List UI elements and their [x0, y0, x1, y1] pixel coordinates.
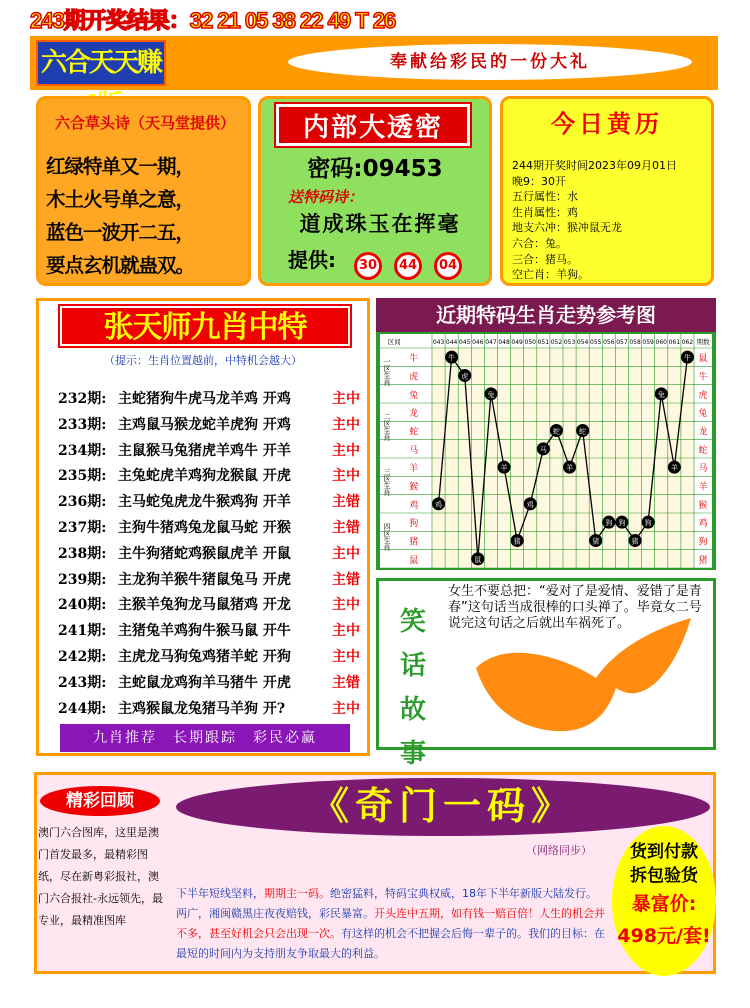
- trend-point-label: 羊: [500, 464, 508, 473]
- row-result: 主中: [332, 623, 360, 640]
- almanac-line: 六合：兔。: [512, 236, 567, 250]
- row-zodiac-right: 狗: [698, 537, 708, 548]
- nine-zodiac-row: [58, 465, 368, 489]
- row-result: 主错: [332, 571, 360, 588]
- trend-point-label: 蛇: [579, 427, 587, 436]
- row-result: 主错: [332, 520, 360, 536]
- row-zodiac-left: 猪: [409, 537, 419, 548]
- desc-highlight: 期期主一码。: [264, 887, 330, 900]
- row-zodiac-set: 主狗牛猪鸡兔龙鼠马蛇 开猴: [118, 520, 291, 536]
- poem-line: 蓝色一波开二五，: [46, 221, 195, 244]
- period-tick: 043: [432, 339, 445, 346]
- almanac-line: 五行属性：水: [512, 190, 578, 204]
- row-result: 主中: [332, 597, 360, 614]
- row-period: 244期:: [58, 700, 107, 717]
- row-result: 主中: [332, 442, 360, 459]
- trend-point-label: 狗: [644, 519, 652, 528]
- secret-badge: 内部大透密: [276, 104, 470, 146]
- zone-label: 三区生肖: [383, 468, 391, 496]
- row-period: 242期:: [58, 649, 107, 665]
- trend-point-label: 狗: [618, 519, 626, 528]
- nine-zodiac-row: [58, 517, 368, 541]
- period-tick: 060: [655, 339, 667, 346]
- review-text: 澳门六合图库，这里是澳门首发最多，最精彩图纸，尽在新粤彩报社，澳门六合报社-永远领先，最专业，最精准图库: [38, 826, 163, 927]
- almanac-title: 今日黄历: [551, 109, 663, 138]
- trend-point-label: 鼠: [474, 555, 482, 564]
- row-zodiac-right: 猴: [698, 500, 708, 511]
- row-zodiac-right: 猪: [698, 555, 708, 566]
- row-zodiac-right: 牛: [698, 372, 708, 383]
- nine-zodiac-row: [58, 594, 368, 618]
- joke-label-char: 笑: [399, 607, 426, 637]
- trend-point-label: 猪: [513, 537, 521, 546]
- joke-text: 女生不要总把：“爱对了是爱情、爱错了是青春”这句话当成很棒的口头禅了。毕竟女二号说完这句话之后就出车祸死了。: [448, 584, 702, 631]
- row-zodiac-right: 鼠: [698, 354, 708, 365]
- period-tick: 049: [511, 339, 523, 346]
- row-result: 主中: [332, 649, 360, 665]
- period-tick: 044: [445, 339, 458, 346]
- send-poem-label: 送特码诗：: [288, 188, 364, 206]
- row-result: 主中: [332, 700, 360, 717]
- row-zodiac-set: 主牛狗猪蛇鸡猴鼠虎羊 开鼠: [118, 545, 291, 562]
- row-period: 240期:: [58, 597, 107, 614]
- period-tick: 055: [590, 339, 602, 346]
- row-zodiac-left: 鼠: [409, 555, 419, 566]
- desc-part: 绝密猛料，特码宝典权威，18年下半年新版大陆发行。两广，湘闽赣黑庄夜夜赔钱，彩民暴富。: [176, 887, 597, 920]
- promo-price: [612, 888, 716, 952]
- row-zodiac-left: 猴: [409, 482, 419, 493]
- period-tick: 062: [681, 339, 694, 346]
- nine-zodiac-row: [58, 543, 368, 567]
- desc-part: 有这样的机会不把握会后悔一辈子的。我们的目标：在最短的时间内为支持朋友争取最大的利益。: [176, 927, 605, 960]
- period-tick: 050: [524, 339, 536, 346]
- row-zodiac-right: 蛇: [698, 445, 708, 456]
- period-tick: 047: [485, 339, 497, 346]
- row-result: 主中: [332, 391, 360, 407]
- trend-point-label: 牛: [448, 354, 456, 363]
- almanac-lines: [512, 158, 712, 283]
- password-text: 密码:09453: [307, 156, 443, 182]
- qimen-banner: 《奇门一码》: [176, 778, 710, 836]
- promo-price-value: 498元/套!: [617, 925, 711, 947]
- period-tick: 045: [459, 339, 471, 346]
- header-right-label: 期数: [696, 338, 710, 346]
- number-ball: 30: [354, 252, 382, 280]
- row-period: 236期:: [58, 494, 107, 511]
- almanac-line: 生肖属性：鸡: [512, 205, 578, 219]
- row-zodiac-set: 主猪兔羊鸡狗牛猴马鼠 开牛: [118, 623, 291, 640]
- nine-zodiac-row: [58, 440, 368, 464]
- period-tick: 046: [472, 339, 484, 346]
- trend-point-label: 羊: [566, 464, 574, 473]
- trend-point-label: 兔: [487, 390, 495, 399]
- period-tick: 057: [616, 339, 628, 346]
- joke-label: [398, 600, 428, 776]
- row-result: 主中: [332, 416, 360, 433]
- period-tick: 058: [629, 339, 641, 346]
- joke-label-char: 话: [399, 651, 426, 681]
- row-zodiac-left: 马: [409, 445, 419, 456]
- row-zodiac-left: 羊: [409, 464, 419, 475]
- send-poem-text: 道成珠玉在挥毫: [299, 211, 461, 236]
- promo-price-label: 暴富价:: [631, 893, 697, 915]
- row-period: 239期:: [58, 571, 107, 588]
- poem-lines: [46, 150, 251, 282]
- promo-lines: [612, 840, 716, 888]
- nine-zodiac-row: [58, 672, 368, 696]
- row-zodiac-set: 主鸡猴鼠龙兔猪马羊狗 开?: [118, 700, 286, 717]
- row-period: 235期:: [58, 468, 107, 485]
- nine-zodiac-row: [58, 646, 368, 670]
- row-zodiac-right: 兔: [698, 409, 708, 420]
- row-zodiac-right: 鸡: [698, 519, 708, 530]
- row-zodiac-set: 主鼠猴马兔猪虎羊鸡牛 开羊: [118, 442, 291, 459]
- row-zodiac-set: 主鸡鼠马猴龙蛇羊虎狗 开鸡: [118, 416, 291, 433]
- desc-part: 下半年短线坚料，: [176, 887, 264, 900]
- period-tick: 048: [498, 339, 510, 346]
- trend-point-label: 鸡: [435, 500, 443, 509]
- nine-zodiac-row: [58, 569, 368, 593]
- trend-point-label: 牛: [683, 354, 691, 363]
- row-zodiac-set: 主马蛇兔虎龙牛猴鸡狗 开羊: [118, 494, 291, 511]
- sync-note: （网络同步）: [526, 844, 592, 857]
- row-zodiac-set: 主虎龙马狗兔鸡猪羊蛇 开狗: [118, 649, 291, 665]
- zone-label: 二区生肖: [383, 413, 391, 441]
- promo-line: 拆包验货: [630, 866, 698, 886]
- review-badge: 精彩回顾: [40, 786, 160, 816]
- trend-point-label: 羊: [670, 464, 678, 473]
- row-zodiac-left: 蛇: [409, 427, 419, 438]
- row-zodiac-left: 牛: [409, 354, 419, 365]
- nine-zodiac-footer: 九肖推荐 长期跟踪 彩民必赢: [60, 724, 350, 752]
- row-zodiac-right: 马: [698, 464, 708, 475]
- row-zodiac-left: 鸡: [409, 500, 419, 511]
- row-period: 233期:: [58, 416, 107, 433]
- almanac-line: 地支六冲：猴冲鼠无龙: [512, 221, 622, 235]
- row-zodiac-right: 虎: [698, 390, 708, 401]
- period-tick: 056: [603, 339, 615, 346]
- row-period: 232期:: [58, 391, 107, 407]
- trend-point-label: 兔: [657, 390, 665, 399]
- row-zodiac-left: 虎: [409, 372, 419, 383]
- row-period: 234期:: [58, 442, 107, 459]
- number-ball: 04: [434, 252, 462, 280]
- poem-line: 要点玄机就蛊双。: [46, 254, 195, 277]
- joke-label-char: 事: [399, 739, 426, 769]
- zone-label: 一区生肖: [383, 358, 391, 386]
- almanac-line: 三合：猪马。: [512, 252, 578, 266]
- row-period: 241期:: [58, 623, 107, 640]
- row-zodiac-set: 主蛇鼠龙鸡狗羊马猪牛 开虎: [118, 674, 291, 691]
- period-tick: 054: [576, 339, 589, 346]
- poem-title: 六合草头诗（天马堂提供）: [54, 114, 235, 132]
- trend-point-label: 马: [539, 445, 547, 454]
- row-zodiac-set: 主龙狗羊猴牛猪鼠兔马 开虎: [118, 571, 291, 588]
- trend-point-label: 猪: [631, 537, 639, 546]
- desc-highlight: 开头连中五期，如有钱一赔百倍！人生的机会并不多，甚至好机会只会出现一次。: [176, 907, 605, 940]
- nine-zodiac-row: [58, 698, 368, 722]
- poem-line: 红绿特单又一期，: [46, 155, 195, 178]
- poem-line: 木土火号单之意，: [46, 188, 195, 211]
- row-zodiac-set: 主蛇猪狗牛虎马龙羊鸡 开鸡: [118, 391, 291, 407]
- number-ball: 44: [394, 252, 422, 280]
- row-result: 主错: [332, 674, 360, 691]
- nine-zodiac-row: [58, 491, 368, 515]
- row-period: 243期:: [58, 674, 107, 691]
- brand-badge: 六合天天赚: [36, 40, 166, 86]
- period-tick: 052: [550, 339, 563, 346]
- trend-point-label: 鸡: [526, 500, 534, 509]
- row-zodiac-right: 龙: [698, 427, 708, 438]
- nine-zodiac-row: [58, 414, 368, 438]
- row-zodiac-set: 主兔蛇虎羊鸡狗龙猴鼠 开虎: [118, 468, 291, 485]
- trend-point-label: 虎: [461, 372, 469, 381]
- period-tick: 059: [642, 339, 654, 346]
- zone-label: 四区生肖: [383, 523, 391, 551]
- decorative-orange-shape: [466, 618, 696, 736]
- nine-zodiac-row: [58, 388, 368, 412]
- row-period: 238期:: [58, 545, 107, 562]
- row-zodiac-right: 羊: [698, 482, 708, 493]
- promo-line: 货到付款: [630, 842, 698, 862]
- trend-point-label: 蛇: [552, 427, 560, 436]
- almanac-line: 244期开奖时间2023年09月01日: [512, 159, 677, 172]
- almanac-line: 晚9：30开: [512, 174, 566, 188]
- nine-zodiac-row: [58, 620, 368, 644]
- trend-point-label: 狗: [605, 519, 613, 528]
- row-result: 主中: [332, 545, 360, 562]
- bottom-description: [176, 884, 606, 964]
- row-zodiac-left: 狗: [409, 519, 419, 530]
- row-period: 237期:: [58, 520, 107, 536]
- last-result-text: 243期开奖结果：32 21 05 38 22 49 T 26: [30, 8, 396, 33]
- trend-chart-title: 近期特码生肖走势参考图: [376, 298, 716, 332]
- provide-label: 提供:: [288, 248, 336, 272]
- row-result: 主中: [332, 468, 360, 485]
- joke-label-char: 故: [399, 695, 426, 725]
- row-zodiac-set: 主猴羊兔狗龙马鼠猪鸡 开龙: [118, 597, 291, 614]
- top-result-bar: [0, 0, 750, 36]
- period-tick: 053: [563, 339, 576, 346]
- row-zodiac-left: 兔: [409, 390, 419, 401]
- row-result: 主错: [332, 494, 360, 511]
- trend-chart: [380, 334, 712, 568]
- nine-zodiac-title: 张天师九肖中特: [60, 306, 350, 346]
- period-tick: 051: [537, 339, 550, 346]
- almanac-line: 空亡肖：羊狗。: [512, 268, 589, 282]
- row-zodiac-left: 龙: [409, 409, 419, 420]
- trend-point-label: 猪: [592, 537, 600, 546]
- nine-zodiac-tip: （提示：生肖位置越前，中特机会越大）: [104, 354, 302, 367]
- slogan-banner: 奉献给彩民的一份大礼: [288, 44, 692, 80]
- header-left-label: 区间: [387, 338, 401, 346]
- period-tick: 061: [668, 339, 681, 346]
